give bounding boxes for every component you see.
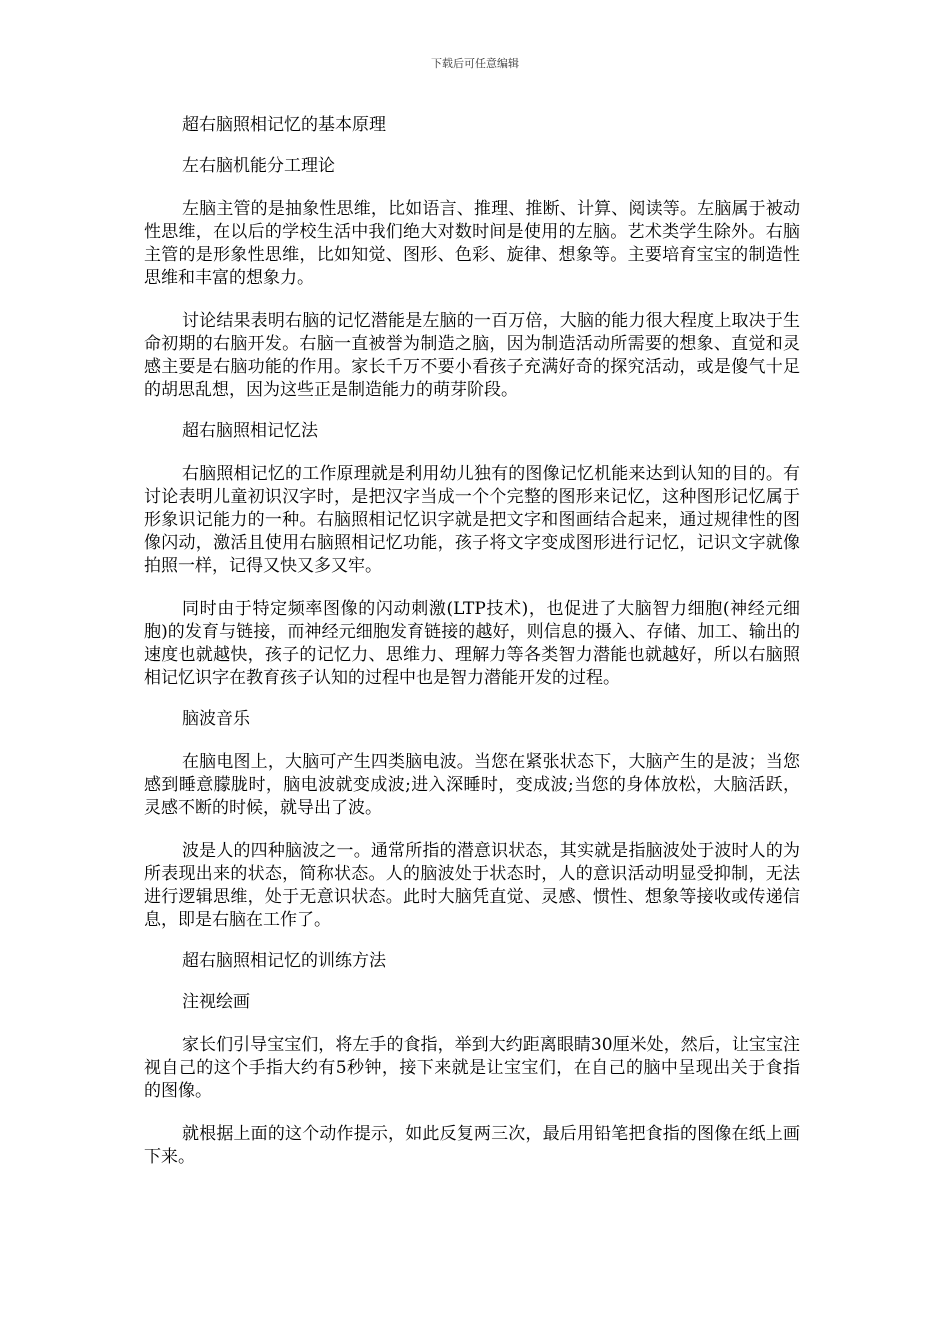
paragraph: 右脑照相记忆的工作原理就是利用幼儿独有的图像记忆机能来达到认知的目的。有讨论表明儿童初识汉字时，是把汉字当成一个个完整的图形来记忆，这种图形记忆属于形象识记能力的一种。右脑照相记忆识字就是把文字和图画结合起来，通过规律性的图像闪动，激活且使用右脑照相记忆功能，孩子将文字变成图形进行记忆，记识文字就像拍照一样，记得又快又多又牢。 bbox=[144, 464, 800, 576]
heading-photo-memory-method: 超右脑照相记忆法 bbox=[182, 421, 318, 441]
heading-lateralization: 左右脑机能分工理论 bbox=[182, 156, 335, 176]
heading-principle: 超右脑照相记忆的基本原理 bbox=[182, 115, 386, 135]
document-body bbox=[144, 114, 800, 1169]
heading-gaze-drawing: 注视绘画 bbox=[182, 992, 250, 1012]
paragraph: 波是人的四种脑波之一。通常所指的潜意识状态，其实就是指脑波处于波时人的为所表现出来的状态，简称状态。人的脑波处于状态时，人的意识活动明显受抑制，无法进行逻辑思维，处于无意识状态。此时大脑凭直觉、灵感、惯性、想象等接收或传递信息，即是右脑在工作了。 bbox=[144, 841, 800, 930]
paragraph: 就根据上面的这个动作提示，如此反复两三次，最后用铅笔把食指的图像在纸上画下来。 bbox=[144, 1124, 800, 1167]
paragraph: 家长们引导宝宝们，将左手的食指，举到大约距离眼睛30厘米处，然后，让宝宝注视自己的这个手指大约有5秒钟，接下来就是让宝宝们，在自己的脑中呈现出关于食指的图像。 bbox=[144, 1035, 800, 1101]
heading-brainwave-music: 脑波音乐 bbox=[182, 709, 250, 729]
page-header: 下载后可任意编辑 bbox=[431, 57, 519, 70]
paragraph: 在脑电图上，大脑可产生四类脑电波。当您在紧张状态下，大脑产生的是波；当您感到睡意朦胧时，脑电波就变成波;进入深睡时，变成波;当您的身体放松，大脑活跃，灵感不断的时候，就导出了波。 bbox=[144, 752, 800, 818]
paragraph: 讨论结果表明右脑的记忆潜能是左脑的一百万倍，大脑的能力很大程度上取决于生命初期的右脑开发。右脑一直被誉为制造之脑，因为制造活动所需要的想象、直觉和灵感主要是右脑功能的作用。家长千万不要小看孩子充满好奇的探究活动，或是傻气十足的胡思乱想，因为这些正是制造能力的萌芽阶段。 bbox=[144, 311, 800, 400]
paragraph: 同时由于特定频率图像的闪动刺激(LTP技术)，也促进了大脑智力细胞(神经元细胞)的发育与链接，而神经元细胞发育链接的越好，则信息的摄入、存储、加工、输出的速度也就越快，孩子的记忆力、思维力、理解力等各类智力潜能也就越好，所以右脑照相记忆识字在教育孩子认知的过程中也是智力潜能开发的过程。 bbox=[144, 599, 800, 688]
paragraph: 左脑主管的是抽象性思维，比如语言、推理、推断、计算、阅读等。左脑属于被动性思维，在以后的学校生活中我们绝大对数时间是使用的左脑。艺术类学生除外。右脑主管的是形象性思维，比如知觉、图形、色彩、旋律、想象等。主要培育宝宝的制造性思维和丰富的想象力。 bbox=[144, 199, 800, 288]
heading-training-methods: 超右脑照相记忆的训练方法 bbox=[182, 951, 386, 971]
